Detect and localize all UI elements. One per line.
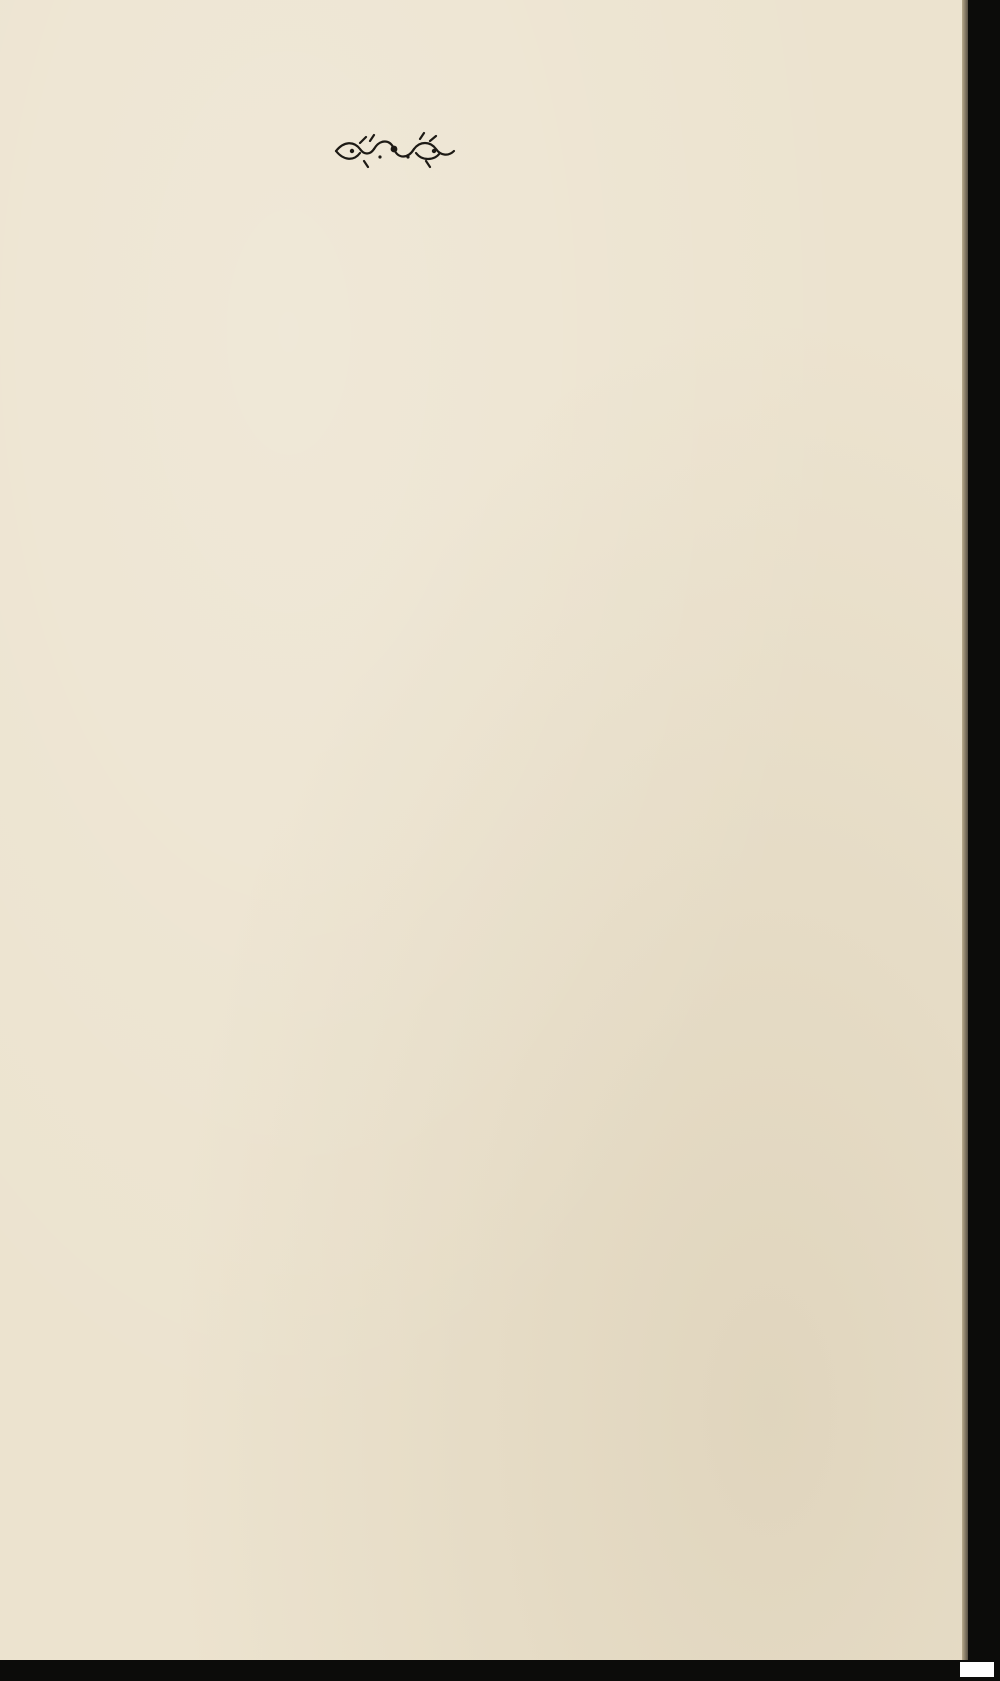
page-edge bbox=[962, 0, 968, 1660]
footer-bar bbox=[0, 1660, 1000, 1681]
ornament-vignette-icon bbox=[330, 131, 460, 171]
dfg-logo bbox=[960, 1662, 994, 1677]
